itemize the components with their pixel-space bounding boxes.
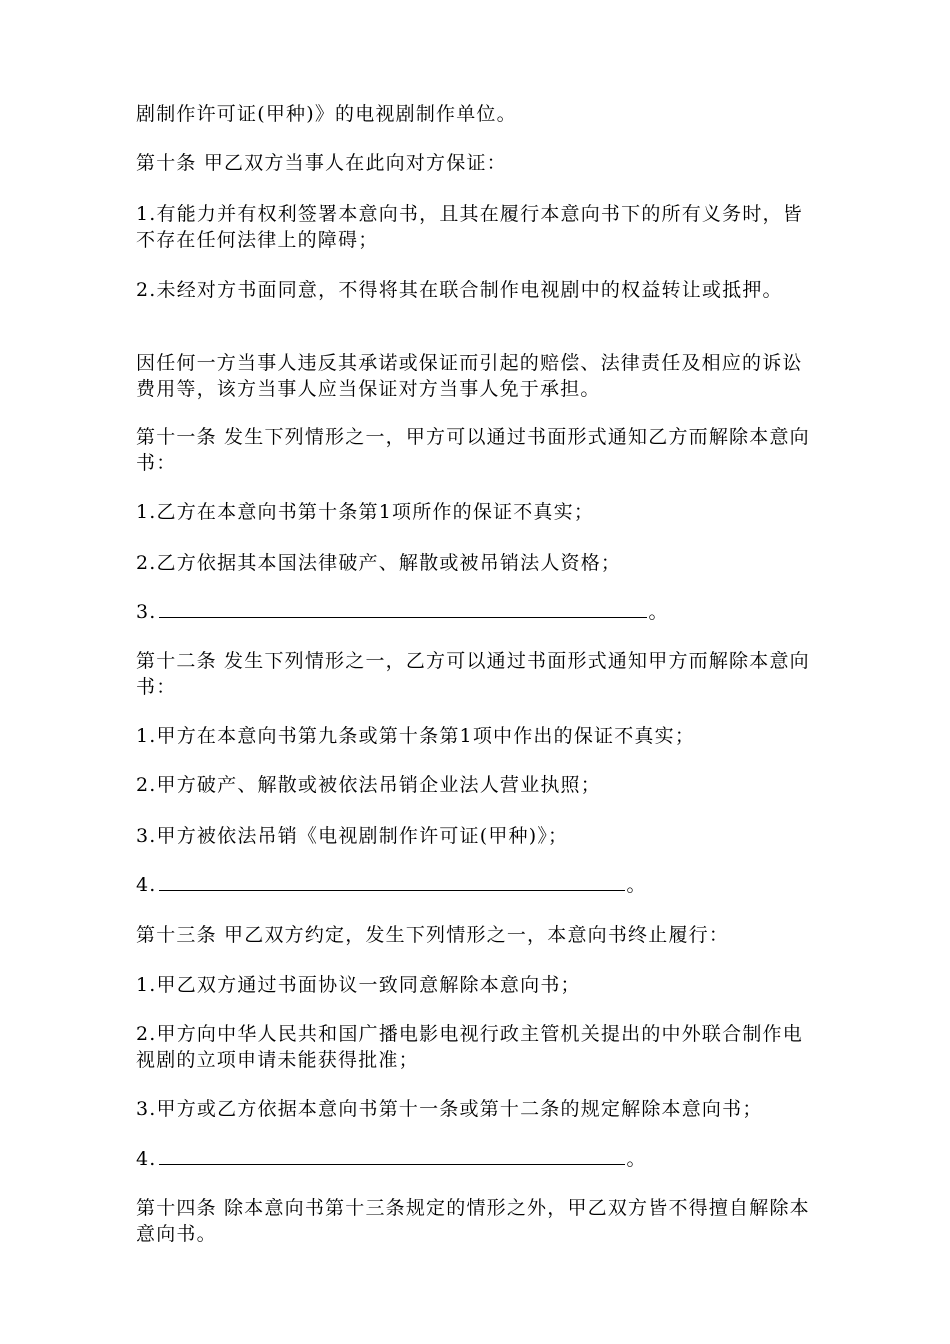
article-10-heading: 第十条 甲乙双方当事人在此向对方保证：: [136, 152, 507, 174]
article-12-item-3: 3.甲方被依法吊销《电视剧制作许可证(甲种)》；: [136, 825, 569, 847]
article-12-item-2: 2.甲方破产、解散或被依法吊销企业法人营业执照；: [136, 774, 601, 796]
blank-item-suffix: 。: [648, 601, 669, 623]
article-13-item-2: 2.甲方向中华人民共和国广播电影电视行政主管机关提出的中外联合制作电视剧的立项申请未能获得批准；: [136, 1023, 803, 1071]
article-13-item-1: 1.甲乙双方通过书面协议一致同意解除本意向书；: [136, 974, 581, 996]
blank-item-prefix: 4.: [136, 874, 157, 896]
article-13-item-4-blank: [136, 1146, 821, 1172]
blank-item-suffix: 。: [626, 1148, 647, 1170]
article-10-item-1: 1.有能力并有权利签署本意向书，且其在履行本意向书下的所有义务时，皆不存在任何法律上的障碍；: [136, 203, 803, 251]
blank-item-prefix: 3.: [136, 601, 157, 623]
article-10-item-2: 2.未经对方书面同意，不得将其在联合制作电视剧中的权益转让或抵押。: [136, 279, 783, 301]
article-11-item-3-blank: [136, 599, 821, 625]
article-10-liability-paragraph: 因任何一方当事人违反其承诺或保证而引起的赔偿、法律责任及相应的诉讼费用等，该方当事人应当保证对方当事人免于承担。: [136, 352, 803, 400]
fill-in-blank-line: [159, 872, 625, 891]
article-11-item-1: 1.乙方在本意向书第十条第1项所作的保证不真实；: [136, 501, 595, 523]
paragraph-intro-continuation: 剧制作许可证(甲种)》的电视剧制作单位。: [136, 103, 517, 125]
fill-in-blank-line: [159, 599, 647, 618]
article-11-item-2: 2.乙方依据其本国法律破产、解散或被吊销法人资格；: [136, 552, 622, 574]
article-12-item-1: 1.甲方在本意向书第九条或第十条第1项中作出的保证不真实；: [136, 725, 696, 747]
article-11-heading: 第十一条 发生下列情形之一，甲方可以通过书面形式通知乙方而解除本意向书：: [136, 426, 810, 474]
article-12-item-4-blank: [136, 872, 821, 898]
article-14-paragraph: 第十四条 除本意向书第十三条规定的情形之外，甲乙双方皆不得擅自解除本意向书。: [136, 1197, 810, 1245]
fill-in-blank-line: [159, 1146, 625, 1165]
blank-item-suffix: 。: [626, 874, 647, 896]
article-13-item-3: 3.甲方或乙方依据本意向书第十一条或第十二条的规定解除本意向书；: [136, 1098, 763, 1120]
blank-item-prefix: 4.: [136, 1148, 157, 1170]
article-12-heading: 第十二条 发生下列情形之一，乙方可以通过书面形式通知甲方而解除本意向书：: [136, 650, 810, 698]
article-13-heading: 第十三条 甲乙双方约定，发生下列情形之一，本意向书终止履行：: [136, 924, 730, 946]
